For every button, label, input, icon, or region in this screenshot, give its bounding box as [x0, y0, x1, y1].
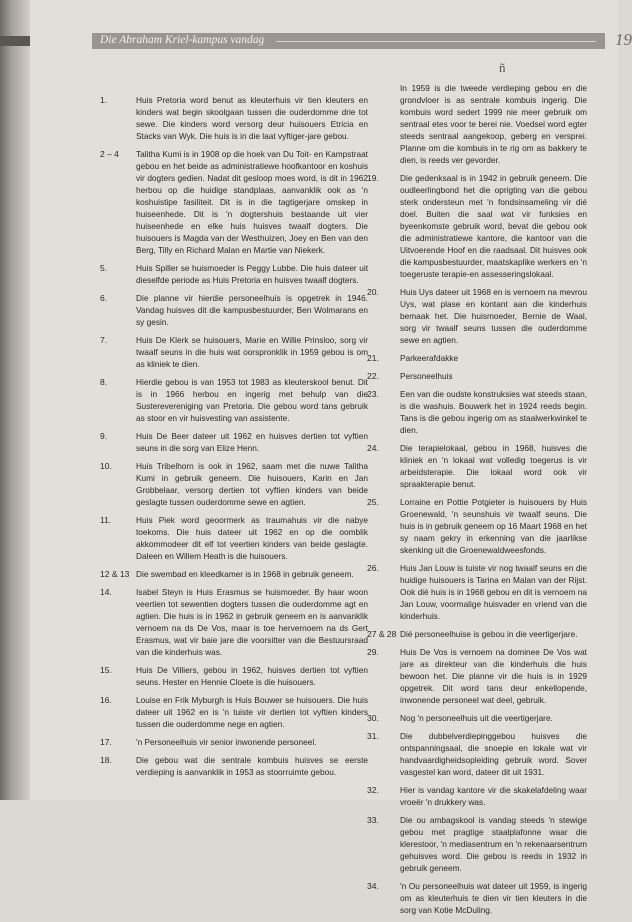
entry-number: 1.: [100, 95, 108, 105]
legend-entry: [367, 784, 587, 808]
entry-number: 26.: [367, 563, 379, 573]
entry-number: 33.: [367, 815, 379, 825]
pen-mark: ñ: [499, 60, 506, 75]
entry-number: 8.: [100, 377, 108, 387]
entry-number: 11.: [100, 515, 112, 525]
entry-text: Huis Uys dateer uit 1968 en is vernoem na mevrou Uys, wat plase en kontant aan die kinderhuis bemaak het. Die huismoeder, Bernie de Waal, sorg vir twaalf seuns tussen die ouderdomme sewe en agtien.: [400, 287, 587, 345]
entry-text: Huis Jan Louw is tuiste vir nog twaalf seuns en die huidige huisouers is Tarina en Malan van der Rijst. Ook dié huis is in 1968 gebou en dit is vernoem na Jan Louw, voormalige huisvader en vriend van die kinderhuis.: [400, 563, 587, 621]
entry-number: 34.: [367, 881, 379, 891]
entry-text: Dié personeelhuise is gebou in die veertigerjare.: [400, 629, 578, 639]
entry-number: 15.: [100, 665, 112, 675]
legend-entry: [367, 628, 587, 640]
entry-number: 17.: [100, 737, 112, 747]
entry-text: Die planne vir hierdie personeelhuis is opgetrek in 1946. Vandag huisves dit die kampusbestuurder, Ben Wolmarans en sy gesin.: [136, 293, 368, 327]
entry-text: Louise en Frik Myburgh is Huis Bouwer se huisouers. Die huis dateer uit 1962 en is 'n tuiste vir dertien tot vyftien kinders tussen die ouderdomme nege en agtien.: [136, 695, 368, 729]
legend-entry: [367, 712, 587, 724]
entry-text: 'n Ou personeelhuis wat dateer uit 1959, is ingerig om as kleuterhuis te dien vir tien kleuters in die sorg van Kotie McDuling.: [400, 881, 587, 915]
legend-entry: [100, 376, 368, 424]
entry-text: Huis De Klerk se huisouers, Marie en Willie Prinsloo, sorg vir twaalf seuns in die huis wat oorspronklik in 1959 gebou is om as kliniek te dien.: [136, 335, 368, 369]
legend-entry: [367, 880, 587, 916]
legend-entry: [100, 754, 368, 778]
entry-text: 'n Personeelhuis vir senior inwonende personeel.: [136, 737, 317, 747]
entry-number: 32.: [367, 785, 379, 795]
entry-number: 12 & 13: [100, 569, 130, 579]
legend-entry: [367, 352, 587, 364]
entry-number: 7.: [100, 335, 108, 345]
legend-entry: [367, 730, 587, 778]
entry-text: Huis De Vos is vernoem na dominee De Vos wat jare as direkteur van die kinderhuis die huis bewoon het. Die planne vir die huis is in 1929 opgetrek. Dit word tans deur enkellopende, inwonende personeel wat deel, gebruik.: [400, 647, 587, 705]
entry-number: 29.: [367, 647, 379, 657]
entry-text: Huis De Beer dateer uit 1962 en huisves dertien tot vyftien seuns in die sorg van Elize Henn.: [136, 431, 368, 453]
entry-text: Huis Spiller se huismoeder is Peggy Lubbe. Die huis dateer uit dieselfde periode as Huis Pretoria en huisves twaalf dogters.: [136, 263, 368, 285]
binding-tab: [0, 36, 30, 46]
legend-entry: [100, 664, 368, 688]
entry-text: Die gebou wat die sentrale kombuis huisves se eerste verdieping is aanvanklik in 1953 as stoorruimte gebou.: [136, 755, 368, 777]
book-binding-shadow: [0, 0, 30, 800]
entry-number: 16.: [100, 695, 112, 705]
entry-text: Parkeerafdakke: [400, 353, 459, 363]
entry-number: 24.: [367, 443, 379, 453]
entry-text: Huis Piek word geoormerk as traumahuis vir die nabye toekoms. Die huis dateer uit 1962 en op die oomblik akkommodeer dit elf tot veertien kinders van beide geslagte. Daleen en Willem Heath is die huisouers.: [136, 515, 368, 561]
entry-number: 27 & 28: [367, 629, 397, 639]
entry-text: Hier is vandag kantore vir die skakelafdeling waar vroeër 'n drukkery was.: [400, 785, 587, 807]
entry-text: Die swembad en kleedkamer is in 1968 in gebruik geneem.: [136, 569, 354, 579]
legend-entry: [367, 646, 587, 706]
legend-entry: [100, 292, 368, 328]
legend-entry: [367, 562, 587, 622]
entry-text: Die dubbelverdiepinggebou huisves die ontspanningsaal, die snoepie en lokale wat vir handvaardigheidsopleiding gebruik word. Sover vasgestel kan word, dateer dit uit 1931.: [400, 731, 587, 777]
legend-entry: [100, 694, 368, 730]
entry-number: 30.: [367, 713, 379, 723]
legend-entry: [100, 430, 368, 454]
continued-paragraph: In 1959 is die tweede verdieping gebou en die grondvloer is as sentrale kombuis ingerig. Die kombuis word sedert 1999 nie meer gebruik om sentraal etes voor te berei nie. Voedsel word egter steeds sentraal aangekoop, geberg en versprei. Planne om die kombuis in te rig om as bakkery te dien, is reeds ver gevorder.: [400, 83, 587, 165]
legend-entry: [367, 814, 587, 874]
entry-number: 25.: [367, 497, 379, 507]
page-number: 19: [615, 30, 632, 49]
entry-text: Een van die oudste konstruksies wat steeds staan, is die washuis. Bouwerk het in 1924 reeds begin. Tans is die gebou ingerig om as staalwerkwinkel te dien.: [400, 389, 587, 435]
legend-entry: [100, 460, 368, 508]
entry-text: Die gedenksaal is in 1942 in gebruik geneem. Die oudleerlingbond het die oprigting van die gebou sterk ondersteun met 'n fondsinsameling vir dié doel. Buiten die saal wat vir funksies en byeenkomste gebruik word, bevat die gebou ook die administratiewe kantore, die kantoor van die Uitvoerende Hoof en die raadsaal. Dit huisves ook die kampusbestuurder, maatskaplike werkers en 'n toegeruste terapie-en assesseringslokaal.: [400, 173, 587, 279]
legend-entry: [367, 442, 587, 490]
entry-text: Huis Tribelhorn is ook in 1962, saam met die nuwe Talitha Kumi in gebruik geneem. Die huisouers, Karin en Jan Grobbelaar, versorg dertien tot vyftien kinders van beide geslagte tussen ouderdomme sewe en agtien.: [136, 461, 368, 507]
entry-number: 18.: [100, 755, 112, 765]
legend-entry: [100, 94, 368, 142]
legend-entry: [100, 334, 368, 370]
entry-number: 10.: [100, 461, 112, 471]
running-header-title: Die Abraham Kriel-kampus vandag: [100, 34, 265, 46]
entry-text: Die ou ambagskool is vandag steeds 'n stewige gebou met pragtige staalplafonne waar die klerestoor, 'n mediasentrum en 'n rekenaarsentrum gehuisves word. Die gebou is reeds in 1932 in gebruik geneem.: [400, 815, 587, 873]
legend-entry: [100, 514, 368, 562]
entry-text: Nog 'n personeelhuis uit die veertigerjare.: [400, 713, 553, 723]
entry-number: 6.: [100, 293, 108, 303]
legend-entry: [100, 148, 368, 256]
legend-entry: [100, 262, 368, 286]
entry-number: 22.: [367, 371, 379, 381]
header-rule: [276, 41, 596, 42]
legend-entry: [367, 496, 587, 556]
entry-number: 23.: [367, 389, 379, 399]
page-header-bar: [92, 33, 605, 49]
entry-number: 31.: [367, 731, 379, 741]
entry-number: 20.: [367, 287, 379, 297]
entry-number: 14.: [100, 587, 112, 597]
entry-text: Talitha Kumi is in 1908 op die hoek van Du Toit- en Kampstraat gebou en het beide as administratiewe hoofkantoor en koshuis vir dogters gedien. Nadat dit gesloop moes word, is dit in 1962 herbou op die huidige standplaas, aanvanklik ook as 'n koshuistipe fasiliteit. Dit is in die tagtigerjare omskep in huiseenhede. Dit is 'n dogtershuis bestaande uit vier huiseenhede en elke huis huisves twaalf dogters. Die huisouers is Magda van der Westhuizen, Joey en Ben van den Berg, Tilly en Richard Malan en Martie van Niekerk.: [136, 149, 368, 255]
entry-number: 2 – 4: [100, 149, 119, 159]
right-column: [367, 82, 587, 922]
legend-entry: [367, 388, 587, 436]
legend-entry: [100, 586, 368, 658]
entry-text: Die terapielokaal, gebou in 1968, huisves die kliniek en 'n lokaal wat volledig toegerus is vir arbeidsterapie. Die lokaal word ook vir spraakterapie benut.: [400, 443, 587, 489]
entry-text: Hierdie gebou is van 1953 tot 1983 as kleuterskool benut. Dit is in 1966 herbou en ingerig met behulp van die Susterevereniging van Pretoria. Die gebou word tans gebruik as stoor en vir huisvesting van assistente.: [136, 377, 368, 423]
entry-number: 9.: [100, 431, 108, 441]
entry-number: 5.: [100, 263, 108, 273]
entry-text: Personeelhuis: [400, 371, 453, 381]
legend-entry: [367, 286, 587, 346]
left-column: [100, 94, 368, 784]
entry-text: Lorraine en Pottie Potgieter is huisouers by Huis Groenewald, 'n seunshuis vir twaalf seuns. Die huis is in gebruik geneem op 16 Maart 1968 en het sy naam gekry in erkenning van die jaarlikse skenking uit die Groenewaldweesfonds.: [400, 497, 587, 555]
legend-entry: [367, 370, 587, 382]
legend-entry: [100, 736, 368, 748]
legend-entry: [367, 172, 587, 280]
legend-entry: [100, 568, 368, 580]
entry-text: Huis De Villiers, gebou in 1962, huisves dertien tot vyftien seuns. Hester en Hennie Cloete is die huisouers.: [136, 665, 368, 687]
entry-text: Huis Pretoria word benut as kleuterhuis vir tien kleuters en kinders wat begin skoolgaan tussen die ouderdomme drie tot sewe. Die kinders word versorg deur huisouers Etricia en Stacks van Wyk. Die huis is in die laat vyftiger-jare gebou.: [136, 95, 368, 141]
entry-number: 19.: [367, 173, 379, 183]
entry-number: 21.: [367, 353, 379, 363]
entry-text: Isabel Steyn is Huis Erasmus se huismoeder. By haar woon veertien tot sewentien dogters tussen die ouderdomme agt en agtien. Die huis is in 1962 in gebruik geneem en is aanvanklik vernoem na ds De Vos, maar is toe hervernoem na ds Gert Erasmus, wat vir baie jare die voorsitter van die Bestuursraad van die kinderhuis was.: [136, 587, 368, 657]
